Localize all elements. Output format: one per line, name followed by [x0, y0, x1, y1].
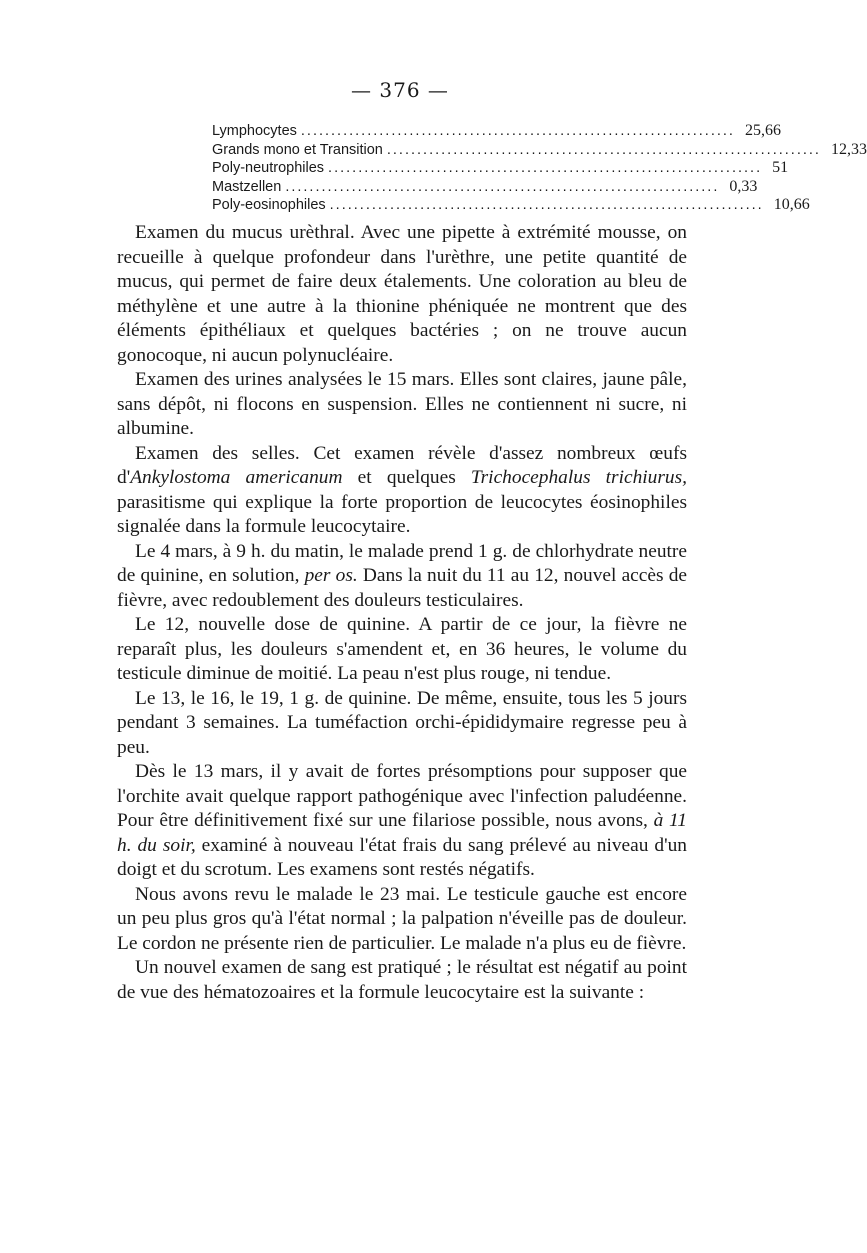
leader-dots: ........................................................................ [285, 178, 720, 195]
formula-value: 0,33 [729, 177, 758, 195]
italic-species-name: Ankylostoma americanum [130, 467, 343, 488]
paragraph-may-23: Nous avons revu le malade le 23 mai. Le testicule gauche est encore un peu plus gros qu'à l'état normal ; la palpation n'éveille pas de douleur. Le cordon ne présente rien de particulier. Le malade n'a plus eu de fièvre. [117, 883, 687, 954]
text-segment: et quelques [342, 467, 471, 488]
text-segment: Le 4 mars, à 9 h. du matin, le malade prend 1 g. de chlorhydrate neutre de quinine, en solution, [117, 540, 687, 586]
leader-dots: ........................................................................ [328, 160, 763, 177]
leukocyte-formula-table [212, 122, 867, 215]
text-segment: Examen des selles. Cet examen révèle d'assez nombreux œufs d' [117, 442, 687, 488]
paragraph-march-12: Le 12, nouvelle dose de quinine. A partir de ce jour, la fièvre ne reparaît plus, les douleurs s'amendent et, en 36 heures, le volume du testicule diminue de moitié. La peau n'est plus rouge, ni tendue. [117, 614, 687, 684]
formula-value: 25,66 [744, 122, 781, 139]
formula-row [212, 159, 789, 178]
formula-value: 10,66 [773, 196, 810, 214]
formula-label: Poly-eosinophiles [212, 197, 326, 214]
paragraph-new-blood-exam: Un nouvel examen de sang est pratiqué ; le résultat est négatif au point de vue des hématozoaires et la formule leucocytaire est la suivante : [117, 957, 687, 1003]
text-segment: Dès le 13 mars, il y avait de fortes présomptions pour supposer que l'orchite avait quelque rapport pathogénique avec l'infection paludéenne. Pour être définitivement fixé sur une filariose possible, nous avons, [117, 761, 687, 831]
italic-phrase: à 11 h. du soir, [117, 810, 687, 856]
page-number: — 376 — [351, 78, 449, 102]
formula-row [212, 122, 781, 141]
formula-value: 51 [772, 159, 789, 177]
text-segment: examiné à nouveau l'état frais du sang prélevé au niveau d'un doigt et du scrotum. Les examens sont restés négatifs. [117, 834, 687, 880]
text-segment: parasitisme qui explique la forte proportion de leucocytes éosinophiles signalée dans la formule leucocytaire. [117, 491, 687, 537]
leader-dots: ........................................................................ [386, 141, 821, 158]
paragraph-urethral-mucus: Examen du mucus urèthral. Avec une pipette à extrémité mousse, on recueille à quelque profondeur dans l'urèthre, une petite quantité de mucus, qui permet de faire deux étalements. Une coloration au bleu de méthylène et une autre à la thionine phéniquée ne montrent que des éléments épithéliaux et quelques bactéries ; on ne trouve aucun gonocoque, ni aucun polynucléaire. [117, 222, 687, 366]
formula-row [212, 177, 758, 197]
paragraph-urine-exam: Examen des urines analysées le 15 mars. Elles sont claires, jaune pâle, sans dépôt, ni flocons en suspension. Elles ne contiennent ni sucre, ni albumine. [117, 369, 687, 439]
text-segment: Dans la nuit du 11 au 12, nouvel accès de fièvre, avec redoublement des douleurs testiculaires. [117, 565, 688, 611]
formula-row [212, 196, 810, 215]
paragraph-quinine-doses: Le 13, le 16, le 19, 1 g. de quinine. De même, ensuite, tous les 5 jours pendant 3 semaines. La tuméfaction orchi-épididymaire regresse peu à peu. [117, 687, 687, 758]
paragraph-march-13 [117, 760, 687, 883]
body-text [117, 221, 687, 1005]
leader-dots: ........................................................................ [300, 123, 735, 139]
paragraph-stool-exam [117, 442, 687, 540]
formula-label: Mastzellen [212, 178, 282, 195]
italic-species-name: Trichocephalus trichiurus, [470, 467, 688, 488]
formula-label: Poly-neutrophiles [212, 160, 325, 177]
formula-label: Lymphocytes [212, 123, 297, 139]
formula-row [212, 140, 867, 160]
leader-dots: ........................................................................ [329, 197, 764, 214]
italic-phrase: per os. [304, 565, 358, 586]
paragraph-march-4 [117, 540, 687, 614]
formula-label: Grands mono et Transition [212, 141, 383, 158]
formula-value: 12,33 [830, 140, 867, 158]
